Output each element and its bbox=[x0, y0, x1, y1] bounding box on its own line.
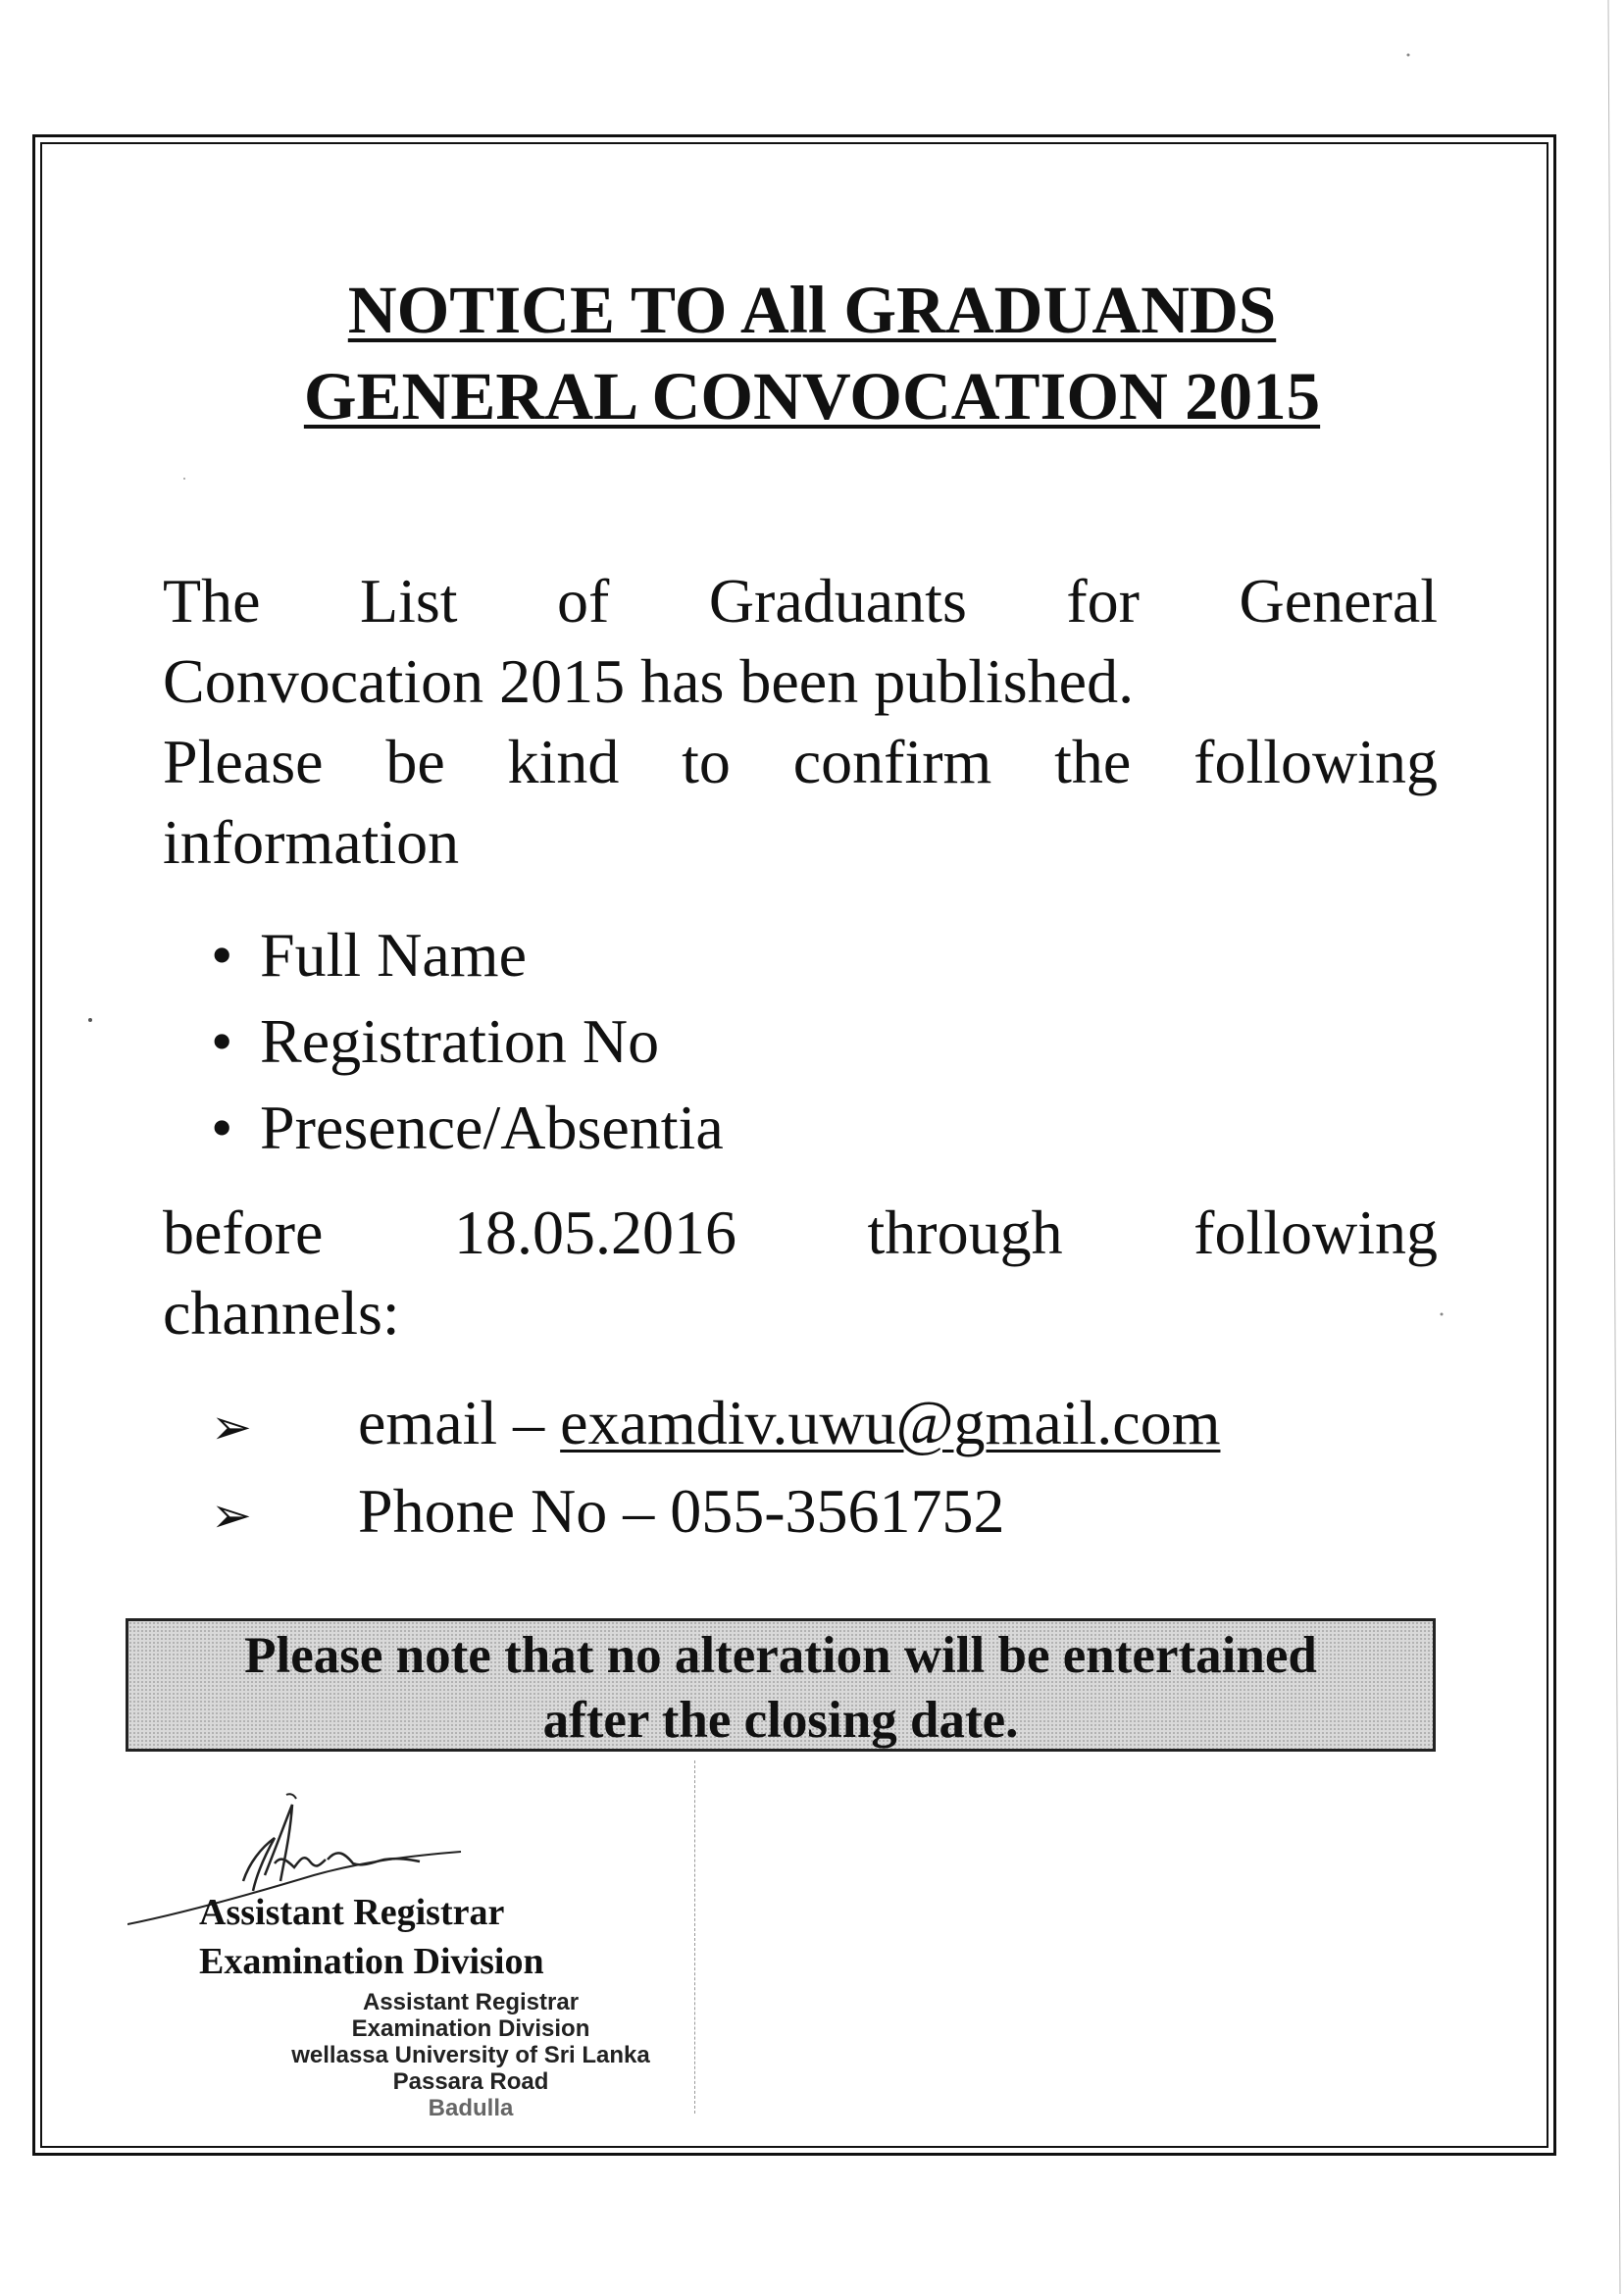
stamp-line-2: Examination Division bbox=[351, 2015, 590, 2042]
title-line-1: NOTICE TO All GRADUANDS bbox=[347, 273, 1277, 347]
list-item-label: Full Name bbox=[260, 920, 527, 990]
deadline-line-2: channels: bbox=[163, 1278, 400, 1348]
phone-label: Phone No – bbox=[358, 1476, 671, 1546]
deadline-paragraph bbox=[163, 1193, 1438, 1353]
bullet-icon: • bbox=[211, 1093, 233, 1162]
arrow-bullet-icon: ➢ bbox=[211, 1487, 252, 1544]
channel-email bbox=[211, 1381, 1220, 1469]
official-stamp bbox=[255, 1989, 686, 2121]
list-item bbox=[211, 1085, 724, 1171]
phone-number: 055-3561752 bbox=[670, 1476, 1005, 1546]
stamp-line-3: wellassa University of Sri Lanka bbox=[291, 2042, 650, 2068]
stamp-line-1: Assistant Registrar bbox=[362, 1989, 580, 2015]
title-line-2: GENERAL CONVOCATION 2015 bbox=[303, 359, 1321, 433]
stamp-line-5: Badulla bbox=[428, 2095, 514, 2121]
signer-title bbox=[199, 1888, 544, 1986]
signer-title-line-2: Examination Division bbox=[199, 1941, 544, 1982]
deadline-line-1: before 18.05.2016 through following bbox=[163, 1198, 1438, 1267]
intro-line-2: Convocation 2015 has been published. bbox=[163, 646, 1135, 716]
arrow-bullet-icon: ➢ bbox=[211, 1399, 252, 1455]
stamp-line-4: Passara Road bbox=[392, 2068, 549, 2095]
fold-divider bbox=[694, 1760, 695, 2114]
request-line-1: Please be kind to confirm the following bbox=[163, 727, 1438, 796]
intro-line-1: The List of Graduants for General bbox=[163, 566, 1438, 636]
note-line-2: after the closing date. bbox=[542, 1692, 1019, 1749]
list-item-label: Registration No bbox=[260, 1006, 660, 1076]
info-list bbox=[211, 912, 724, 1171]
bullet-icon: • bbox=[211, 1006, 233, 1076]
list-item-label: Presence/Absentia bbox=[260, 1093, 724, 1162]
bullet-icon: • bbox=[211, 920, 233, 990]
notice-title bbox=[0, 267, 1624, 439]
list-item bbox=[211, 998, 724, 1085]
channel-phone bbox=[211, 1469, 1220, 1557]
closing-date-note bbox=[126, 1618, 1436, 1752]
email-link[interactable]: examdiv.uwu@gmail.com bbox=[560, 1388, 1221, 1457]
intro-paragraph bbox=[163, 561, 1438, 883]
note-line-1: Please note that no alteration will be entertained bbox=[244, 1627, 1317, 1684]
request-line-2: information bbox=[163, 807, 460, 877]
list-item bbox=[211, 912, 724, 998]
contact-channels bbox=[211, 1381, 1220, 1557]
email-label: email – bbox=[358, 1388, 561, 1457]
signer-title-line-1: Assistant Registrar bbox=[199, 1892, 505, 1933]
